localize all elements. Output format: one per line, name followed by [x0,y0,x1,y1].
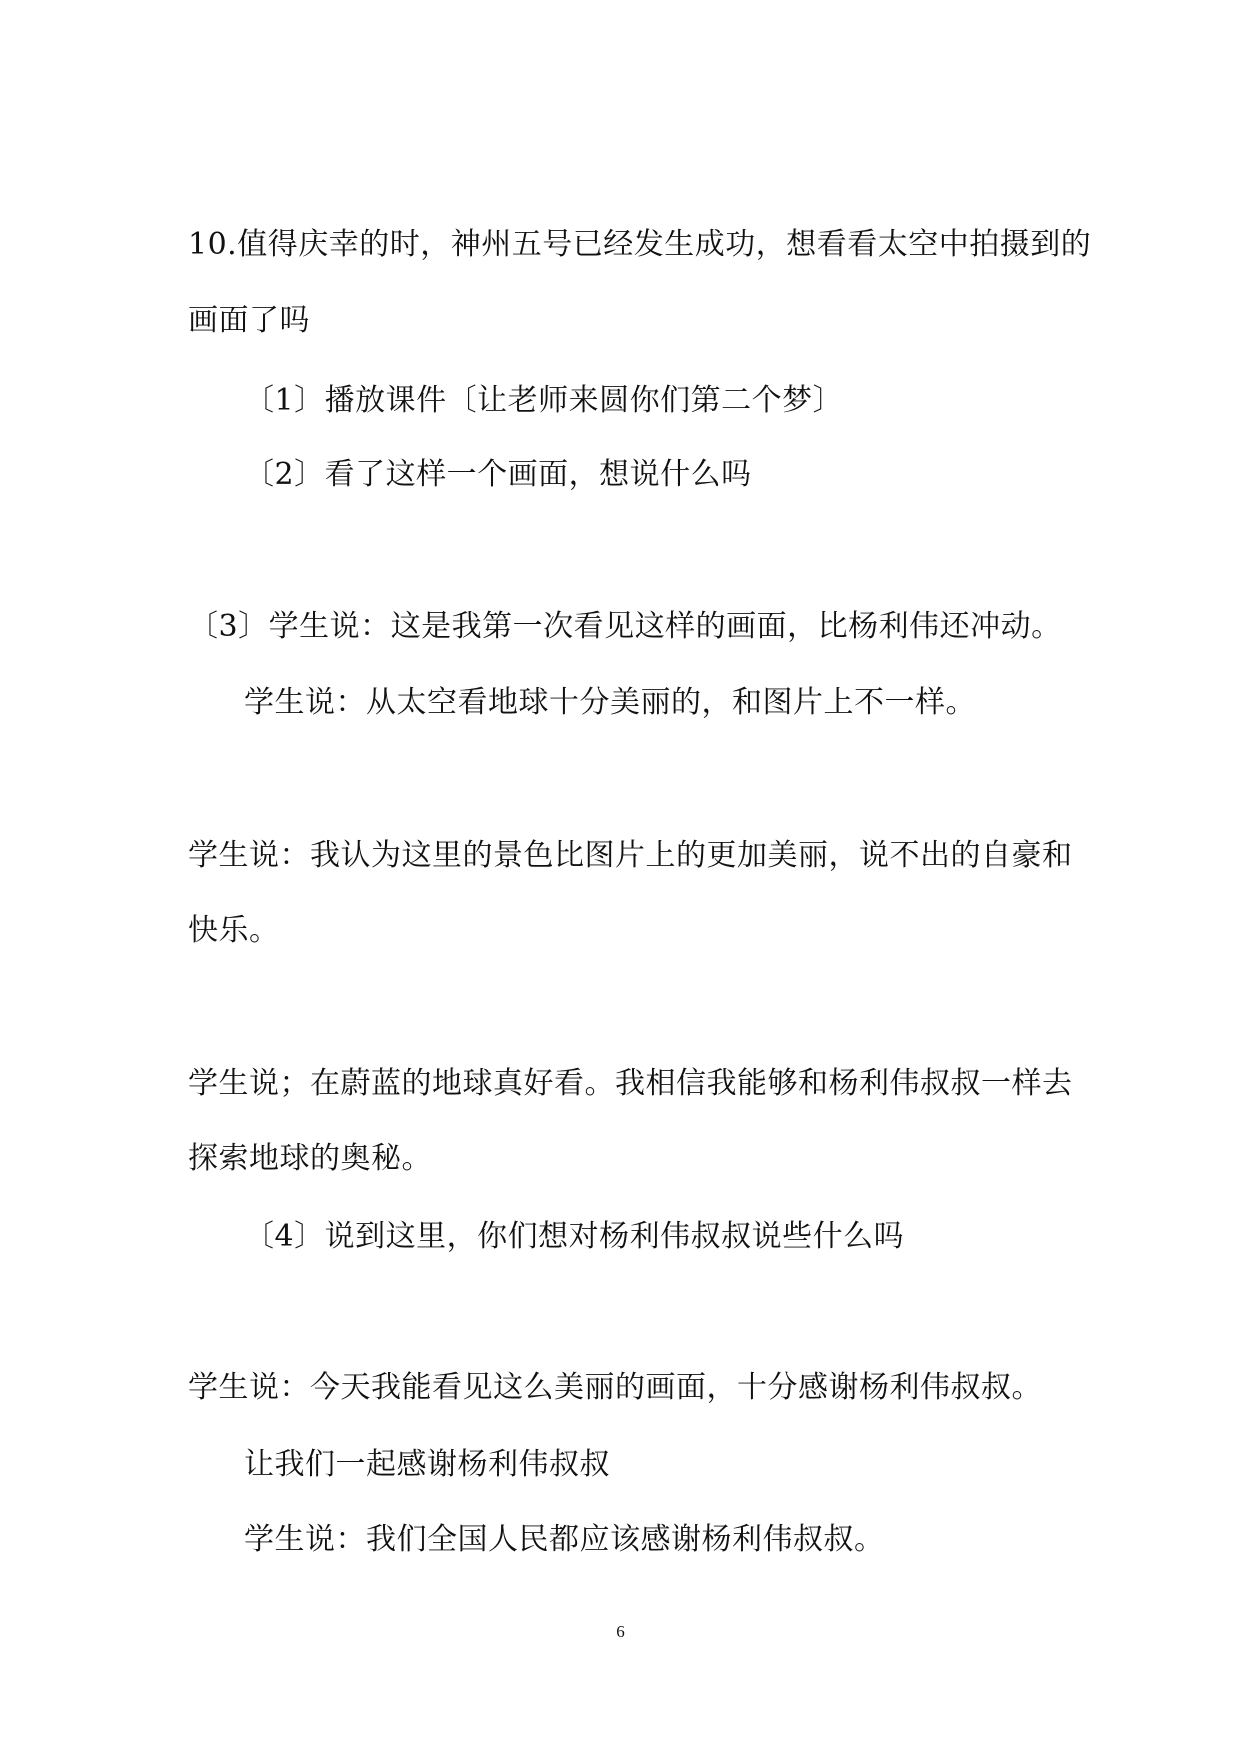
paragraph-line-13: 让我们一起感谢杨利伟叔叔 [244,1447,610,1482]
paragraph-line-11: 〔4〕说到这里，你们想对杨利伟叔叔说些什么吗 [244,1219,905,1254]
page-number: 6 [616,1622,625,1641]
paragraph-line-3: 〔1〕播放课件〔让老师来圆你们第二个梦〕 [244,383,844,418]
paragraph-line-1: 10.值得庆幸的时，神州五号已经发生成功，想看看太空中拍摄到的 [188,227,1092,262]
paragraph-line-9: 学生说；在蔚蓝的地球真好看。我相信我能够和杨利伟叔叔一样去 [188,1066,1073,1101]
paragraph-line-8: 快乐。 [188,913,280,948]
paragraph-line-7: 学生说：我认为这里的景色比图片上的更加美丽，说不出的自豪和 [188,838,1073,873]
paragraph-line-12: 学生说：今天我能看见这么美丽的画面，十分感谢杨利伟叔叔。 [188,1370,1042,1405]
paragraph-line-2: 画面了吗 [188,303,310,338]
paragraph-line-5: 〔3〕学生说：这是我第一次看见这样的画面，比杨利伟还冲动。 [188,609,1062,644]
paragraph-line-14: 学生说：我们全国人民都应该感谢杨利伟叔叔。 [244,1522,885,1557]
paragraph-line-6: 学生说：从太空看地球十分美丽的，和图片上不一样。 [244,685,976,720]
paragraph-line-4: 〔2〕看了这样一个画面，想说什么吗 [244,457,752,492]
paragraph-line-10: 探索地球的奥秘。 [188,1141,432,1176]
